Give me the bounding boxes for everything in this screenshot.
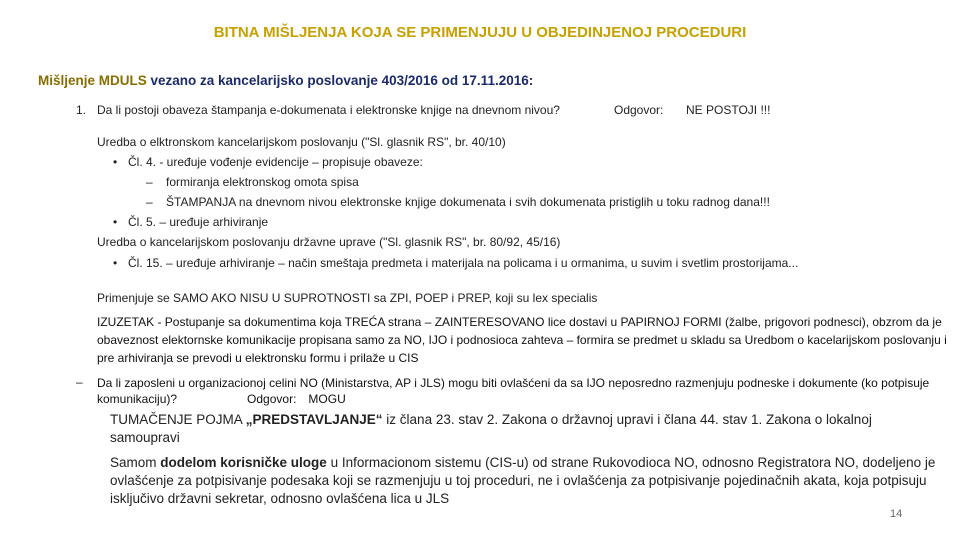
exception-paragraph: IZUZETAK - Postupanje sa dokumentima koja TREĆA strana – ZAINTERESOVANO lice dostavi u PAPIRNOJ FORMI (žalbe, prigovori podnesci), obzrom da je obaveznost elektornske komunikacije propisana samo za NO, IJO i podnosioca zahteva – formira se predmet u skladu sa Uredbom o kacelarijskom poslovanju i pre arhiviranja se prevodi u elektronsku formu i prilaže u CIS [97,315,947,365]
opinion-source: Mišljenje MDULS [38,73,147,88]
opinion-heading-rest: vezano za kancelarijsko poslovanje 403/2016 od 17.11.2016: [146,73,534,88]
q1-text: Da li postoji obaveza štampanja e-dokumenata i elektronske knjige na dnevnom nivou? [97,103,560,117]
q2-marker: – [76,375,83,389]
q2-text: Da li zaposleni u organizacionoj celini NO (Ministarstva, AP i JLS) mogu biti ovlašćeni da sa IJO neposredno razmenjuju podneske i dokumente (ko potpisuje komunikaciju)? [97,376,930,406]
interpretation-term: „PREDSTAVLJANJE“ [245,412,383,427]
role-assignment-paragraph [110,454,950,508]
applies-note: Primenjuje se SAMO AKO NISU U SUPROTNOSTI sa ZPI, POEP i PREP, koji su lex specialis [97,291,598,305]
bullet-marker: • [113,215,118,229]
bullet-marker: • [113,155,118,169]
interpretation-pre: TUMAČENJE POJMA [110,412,246,427]
q1-answer-label: Odgovor: [614,103,664,117]
interpretation-post: iz člana 23. stav 2. Zakona o državnoj upravi i člana 44. stav 1. Zakona o lokalnoj samoupravi [110,412,872,445]
regulation-1-article-4: Čl. 4. - uređuje vođenje evidencije – propisuje obaveze: [128,155,423,169]
dash-marker: – [146,175,153,189]
role-pre: Samom [110,455,161,470]
regulation-2-article-15: Čl. 15. – uređuje arhiviranje – način smeštaja predmeta i materijala na policama i u ormanima, u suvim i svetlim prostorijama... [128,256,799,270]
page-title: BITNA MIŠLJENJA KOJA SE PRIMENJUJU U OBJEDINJENOJ PROCEDURI [213,24,747,41]
regulation-1-obligation-2: ŠTAMPANJA na dnevnom nivou elektronske knjige dokumenata i svih dokumenata pristiglih u toku radnog dana!!! [166,195,770,209]
q2-answer: MOGU [308,392,346,406]
regulation-heading-2: Uredba o kancelarijskom poslovanju državne uprave ("Sl. glasnik RS", br. 80/92, 45/16) [97,235,561,249]
q2-answer-label: Odgovor: [247,392,297,406]
regulation-1-obligation-1: formiranja elektronskog omota spisa [166,175,359,189]
regulation-1-article-5: Čl. 5. – uređuje arhiviranje [128,215,269,229]
interpretation-paragraph [110,411,910,447]
regulation-heading-1: Uredba o elktronskom kancelarijskom poslovanju ("Sl. glasnik RS", br. 40/10) [97,135,506,149]
bullet-marker: • [113,256,118,270]
role-post: u Informacionom sistemu (CIS-u) od strane Rukovodioca NO, odnosno Registratora NO, dodeljeno je ovlašćenje za potpisivanje podesaka koji se razmenjuju u toj proceduri, ne i ovlašćenja za potpisivanje pojedinačnih akata, koja potpisuju isključivo državni sekretar, odnosno ovlašćena lica u JLS [110,455,936,506]
opinion-heading [38,73,533,88]
page-number: 14 [890,508,903,520]
q1-number: 1. [76,103,87,117]
q2-block [97,375,947,407]
dash-marker: – [146,195,153,209]
q1-answer: NE POSTOJI !!! [686,103,771,117]
role-bold: dodelom korisničke uloge [160,455,327,470]
